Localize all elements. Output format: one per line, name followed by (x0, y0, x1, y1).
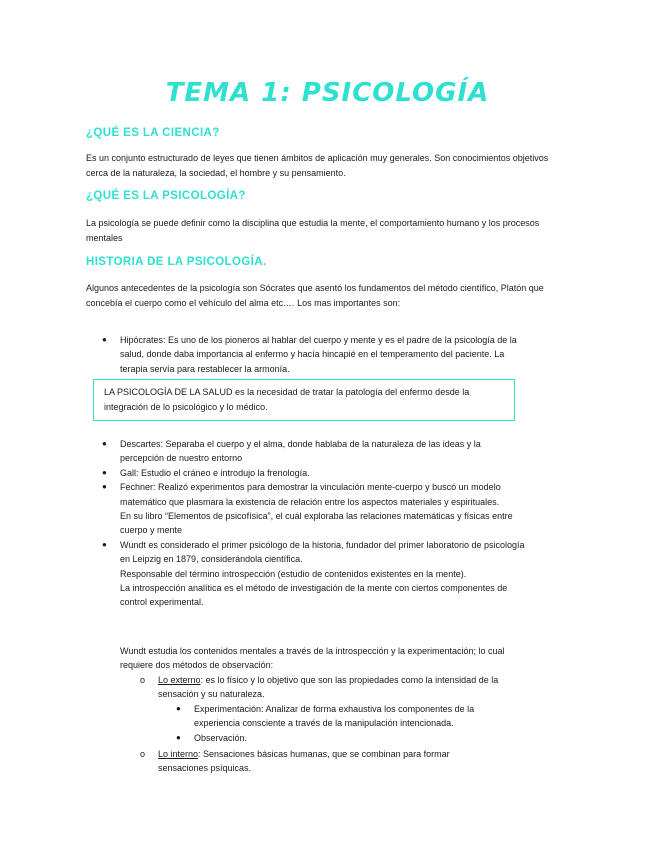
heading-historia: HISTORIA DE LA PSICOLOGÍA. (86, 256, 267, 268)
heading-psicologia: ¿QUÉ ES LA PSICOLOGÍA? (86, 190, 246, 202)
list-item (86, 480, 526, 538)
interno-text: : Sensaciones básicas humanas, que se combinan para formar sensaciones psíquicas. (158, 749, 450, 774)
externo-label: Lo externo (158, 675, 201, 685)
list-item (86, 437, 526, 466)
item-wundt-text-3: La introspección analítica es el método de investigación de la mente con ciertos componentes de control experimental. (120, 583, 508, 608)
circle-bullet-icon: o (140, 675, 146, 685)
list-item (86, 333, 526, 376)
bullet-icon: ● (102, 539, 107, 549)
list-item (86, 538, 526, 610)
item-externo (158, 673, 518, 702)
item-wundt-text-2: Responsable del término introspección (estudio de contenidos existentes en la mente). (120, 568, 467, 579)
callout-text: LA PSICOLOGÍA DE LA SALUD es la necesidad de tratar la patología del enfermo desde la integración de lo psicológico y lo médico. (104, 387, 470, 412)
list-hipocrates (86, 333, 526, 376)
page-title: TEMA 1: PSICOLOGÍA (165, 78, 490, 108)
paragraph-psicologia: La psicología se puede definir como la disciplina que estudia la mente, el comportamiento humano y los procesos mentales (86, 218, 540, 243)
item-observacion: Observación. (194, 733, 248, 743)
bullet-icon: ● (102, 335, 107, 344)
externo-text: : es lo físico y lo objetivo que son las propiedades como la intensidad de la sensación y su naturaleza. (158, 675, 499, 700)
item-hipocrates-text: Hipócrates: Es uno de los pioneros al hablar del cuerpo y mente y es el padre de la psicología de la salud, donde daba importancia al enfermo y hacía hincapié en el temperamento del paciente. La terapia servía para restablecer la armonía. (120, 335, 517, 374)
callout-box (93, 379, 515, 421)
bullet-icon: ● (176, 704, 181, 713)
bullet-icon: ● (102, 439, 107, 448)
item-fechner-text: Fechner: Realizó experimentos para demostrar la vinculación mente-cuerpo y buscó un modelo matemático que plasmara la existencia de relación entre los aspectos materiales y espirituales. (120, 482, 501, 507)
paragraph-ciencia: Es un conjunto estructurado de leyes que tienen ámbitos de aplicación muy generales. Son conocimientos objetivos cerca de la naturaleza, la sociedad, el hombre y su pensamiento. (86, 153, 549, 178)
interno-label: Lo interno (158, 749, 199, 759)
bullet-icon: ● (102, 482, 107, 492)
heading-ciencia: ¿QUÉ ES LA CIENCIA? (86, 127, 220, 139)
bullet-icon: ● (176, 733, 181, 742)
bullet-icon: ● (102, 467, 107, 477)
paragraph-historia-intro: Algunos antecedentes de la psicología son Sócrates que asentó los fundamentos del método científico, Platón que concebía el cuerpo como el vehículo del alma etc.… Los mas importantes son: (86, 283, 544, 308)
paragraph-wundt-estudia: Wundt estudia los contenidos mentales a través de la introspección y la experimentación; lo cual requiere dos métodos de observación: (120, 646, 505, 671)
item-fechner-text-2: En su libro “Elementos de psicofísica”, el cuál exploraba las relaciones matemáticas y físicas entre cuerpo y mente (120, 511, 513, 536)
list-item (86, 466, 526, 480)
item-descartes-text: Descartes: Separaba el cuerpo y el alma, donde hablaba de la naturaleza de las ideas y la percepción de nuestro entorno (120, 439, 481, 464)
list-authors (86, 437, 526, 610)
item-experimentacion: Experimentación: Analizar de forma exhaustiva los componentes de la experiencia consciente a través de la manipulación intencionada. (194, 704, 475, 729)
item-interno (158, 747, 498, 776)
item-gall-text: Gall: Estudio el cráneo e introdujo la frenología. (120, 467, 310, 478)
item-wundt-text: Wundt es considerado el primer psicólogo de la historia, fundador del primer laboratorio de psicología en Leipzig en 1879, considerándola científica. (120, 539, 525, 565)
circle-bullet-icon: o (140, 749, 146, 759)
